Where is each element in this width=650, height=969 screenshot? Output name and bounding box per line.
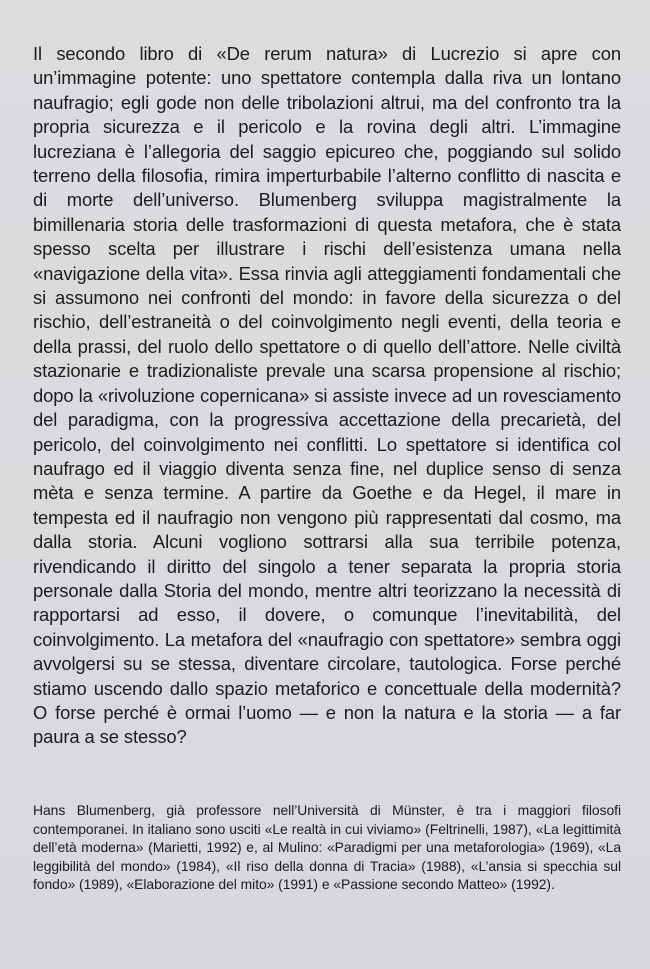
blurb-paragraph: Il secondo libro di «De rerum natura» di Lucrezio si apre con un’immagine potente: uno spettatore contempla dalla riva un lontano naufragio; egli gode non delle tribolazioni altrui, ma del confronto tra la propria sicurezza e il pericolo e la rovina degli altri. L’immagine lucreziana è l’allegoria del saggio epicureo che, poggiando sul solido terreno della filosofia, rimira imperturbabile l’alterno conflitto di nascita e di morte dell’universo. Blumenberg sviluppa magistralmente la bimillenaria storia delle trasformazioni di questa metafora, che è stata spesso scelta per illustrare i rischi dell’esistenza umana nella «navigazione della vita». Essa rinvia agli atteggiamenti fondamentali che si assumono nei confronti del mondo: in favore della sicurezza o del rischio, dell’estraneità o del coinvolgimento negli eventi, della teoria e della prassi, del ruolo dello spettatore o di quello dell’attore. Nelle civiltà stazionarie e tradizionaliste prevale una scarsa propensione al rischio; dopo la «rivoluzione copernicana» si assiste invece ad un rovesciamento del paradigma, con la progressiva accettazione della precarietà, del pericolo, del coinvolgimento nei conflitti. Lo spettatore si identifica col naufrago ed il viaggio diventa senza fine, nel duplice senso di senza mèta e senza termine. A partire da Goethe e da Hegel, il mare in tempesta ed il naufragio non vengono più rappresentati dal cosmo, ma dalla storia. Alcuni vogliono sottrarsi alla sua terribile potenza, rivendicando il diritto del singolo a tener separata la propria storia personale dalla Storia del mondo, mentre altri teorizzano la necessità di rapportarsi ad esso, il dovere, o comunque l’inevitabilità, del coinvolgimento. La metafora del «naufragio con spettatore» sembra oggi avvolgersi su se stessa, diventare circolare, tautologica. Forse perché stiamo uscendo dallo spazio metaforico e concettuale della modernità? O forse perché è ormai l’uomo — e non la natura e la storia — a far paura a se stesso?	[33, 43, 621, 748]
author-bio-paragraph: Hans Blumenberg, già professore nell’Università di Münster, è tra i maggiori filosofi contemporanei. In italiano sono usciti «Le realtà in cui viviamo» (Feltrinelli, 1987), «La legittimità dell’età moderna» (Marietti, 1992) e, al Mulino: «Paradigmi per una metaforologia» (1969), «La leggibilità del mondo» (1984), «Il riso della donna di Tracia» (1988), «L’ansia si specchia sul fondo» (1989), «Elaborazione del mito» (1991) e «Passione secondo Matteo» (1992).	[33, 802, 621, 893]
